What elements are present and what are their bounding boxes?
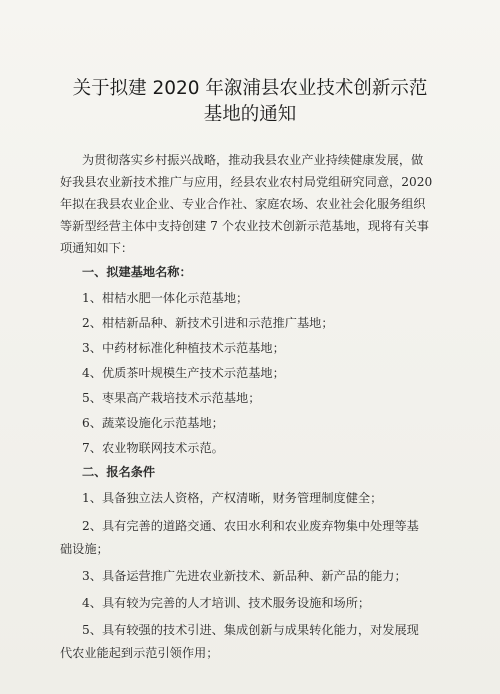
document-title bbox=[0, 76, 500, 128]
intro-line-5: 项通知如下： bbox=[60, 241, 134, 255]
section-1-heading: 一、拟建基地名称： bbox=[82, 265, 192, 279]
section-2-item: 2、具有完善的道路交通、农田水利和农业废弃物集中处理等基 bbox=[82, 519, 419, 533]
section-2-item: 3、具备运营推广先进农业新技术、新品种、新产品的能力； bbox=[82, 569, 407, 583]
section-1-item: 6、蔬菜设施化示范基地； bbox=[82, 416, 224, 430]
section-1-item: 5、枣果高产栽培技术示范基地； bbox=[82, 391, 261, 405]
section-2-item: 4、具有较为完善的人才培训、技术服务设施和场所； bbox=[82, 596, 371, 610]
section-1-item: 1、柑桔水肥一体化示范基地； bbox=[82, 291, 249, 305]
intro-line-4: 等新型经营主体中支持创建 7 个农业技术创新示范基地，现将有关事 bbox=[60, 219, 429, 233]
section-1-item: 3、中药材标准化种植技术示范基地； bbox=[82, 341, 285, 355]
title-line-1: 关于拟建 2020 年溆浦县农业技术创新示范 bbox=[72, 78, 428, 99]
section-1-item: 2、柑桔新品种、新技术引进和示范推广基地； bbox=[82, 316, 334, 330]
section-2-item-continued: 础设施； bbox=[60, 542, 109, 556]
section-2-heading: 二、报名条件 bbox=[82, 465, 156, 479]
section-1-item: 7、农业物联网技术示范。 bbox=[82, 441, 224, 455]
section-1-item: 4、优质茶叶规模生产技术示范基地； bbox=[82, 366, 285, 380]
intro-line-2: 好我县农业新技术推广与应用，经县农业农村局党组研究同意，2020 bbox=[60, 175, 433, 189]
intro-line-3: 年拟在我县农业企业、专业合作社、家庭农场、农业社会化服务组织 bbox=[60, 197, 426, 211]
section-2-item: 5、具有较强的技术引进、集成创新与成果转化能力，对发展现 bbox=[82, 623, 419, 637]
section-2-item-continued: 代农业能起到示范引领作用； bbox=[60, 646, 219, 660]
intro-line-1: 为贯彻落实乡村振兴战略，推动我县农业产业持续健康发展，做 bbox=[82, 153, 424, 167]
title-line-2: 基地的通知 bbox=[203, 104, 297, 125]
section-2-item: 1、具备独立法人资格，产权清晰，财务管理制度健全； bbox=[82, 491, 383, 505]
